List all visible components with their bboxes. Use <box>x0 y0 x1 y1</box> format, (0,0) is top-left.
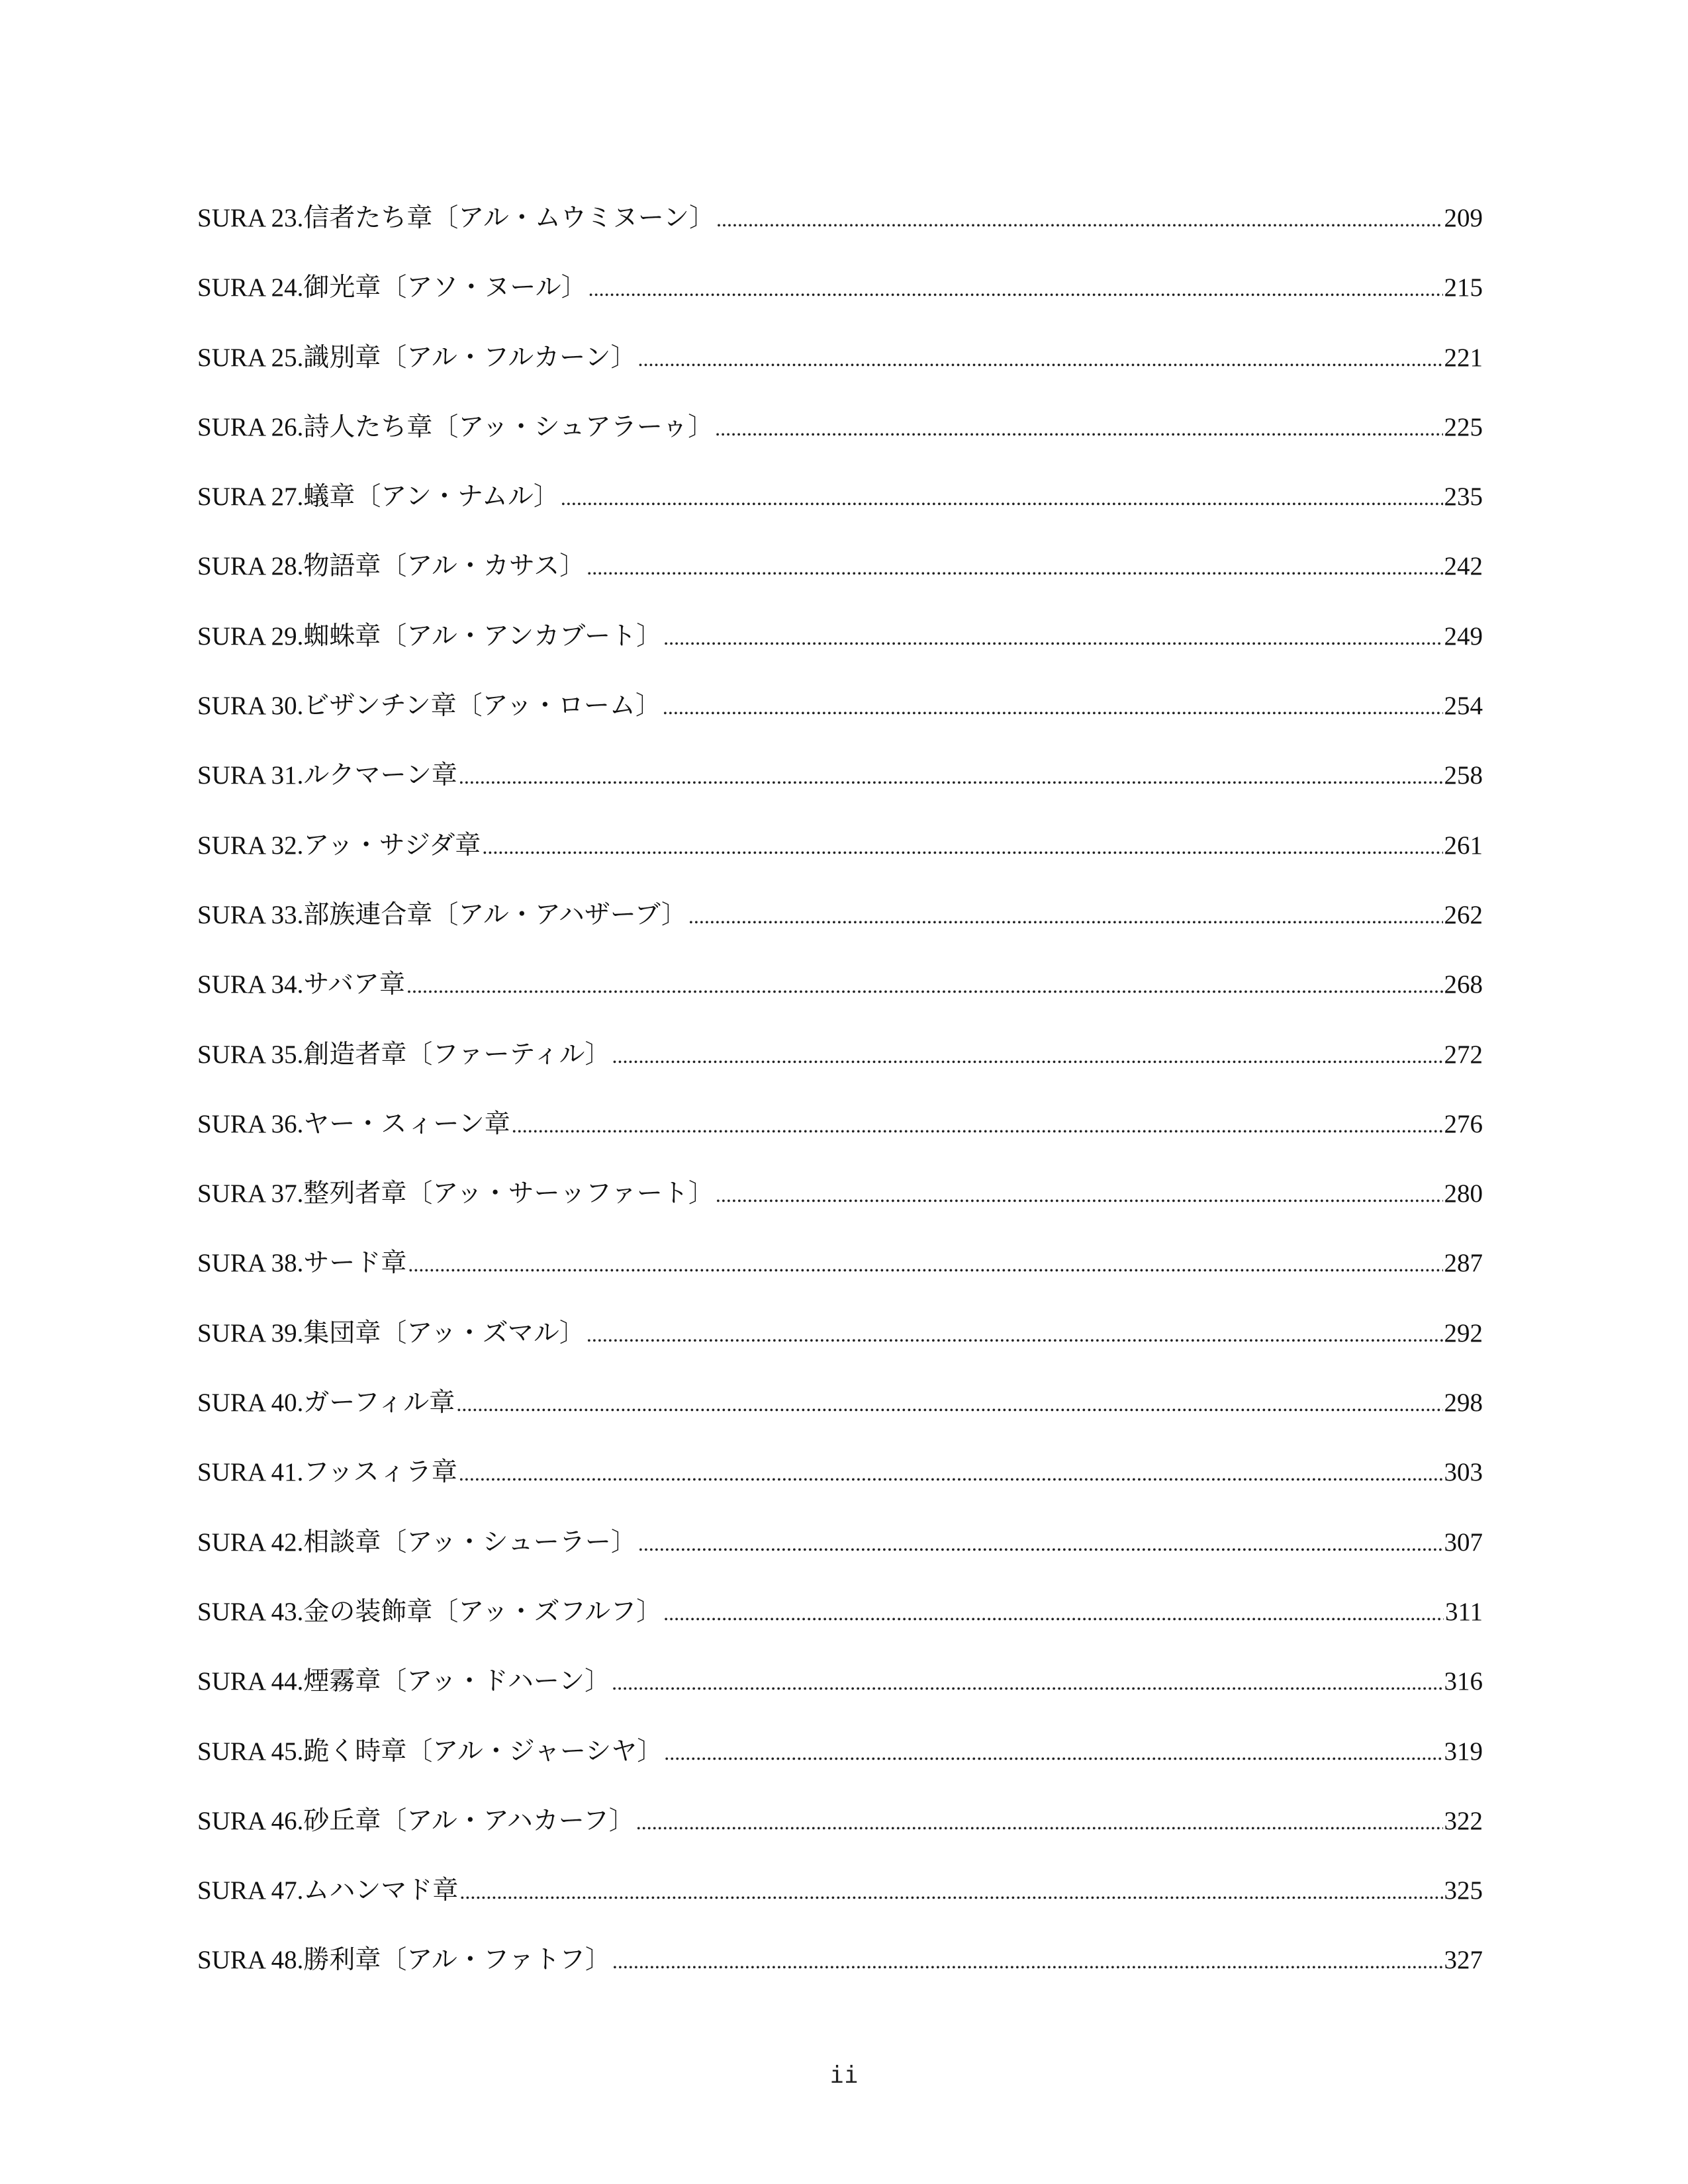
toc-entry-label: SURA 42.相談章〔アッ・シューラー〕 <box>197 1527 637 1557</box>
toc-entry-label: SURA 41.フッスィラ章 <box>197 1458 457 1487</box>
toc-entry[interactable] <box>197 965 1483 1034</box>
toc-entry-page: 221 <box>1444 343 1483 372</box>
toc-entry[interactable] <box>197 477 1483 547</box>
toc-entry-page: 268 <box>1444 970 1483 999</box>
toc-entry-page: 287 <box>1444 1249 1483 1278</box>
toc-entry-label: SURA 31.ルクマーン章 <box>197 761 457 790</box>
dot-leader <box>715 408 1442 448</box>
toc-entry-label: SURA 47.ムハンマド章 <box>197 1876 459 1905</box>
toc-entry-page: 325 <box>1444 1876 1483 1905</box>
dot-leader <box>459 1872 1442 1911</box>
toc-entry-page: 298 <box>1444 1388 1483 1418</box>
dot-leader <box>664 1733 1442 1772</box>
toc-entry-page: 254 <box>1444 692 1483 721</box>
toc-entry[interactable] <box>197 1871 1483 1940</box>
toc-entry-label: SURA 30.ビザンチン章〔アッ・ローム〕 <box>197 692 661 721</box>
toc-entry[interactable] <box>197 199 1483 268</box>
toc-entry-page: 249 <box>1444 621 1483 651</box>
toc-entry[interactable] <box>197 268 1483 338</box>
dot-leader <box>459 1453 1443 1493</box>
toc-entry-page: 276 <box>1444 1109 1483 1138</box>
dot-leader <box>588 269 1443 308</box>
dot-leader <box>688 896 1443 936</box>
toc-entry-label: SURA 25.識別章〔アル・フルカーン〕 <box>197 343 637 372</box>
toc-entry-page: 319 <box>1444 1737 1483 1766</box>
toc-entry-label: SURA 35.創造者章〔ファーティル〕 <box>197 1040 611 1069</box>
toc-entry[interactable] <box>197 1174 1483 1244</box>
dot-leader <box>586 1314 1443 1354</box>
toc-entry[interactable] <box>197 1940 1483 2010</box>
toc-entry-label: SURA 43.金の装飾章〔アッ・ズフルフ〕 <box>197 1597 663 1626</box>
toc-entry-label: SURA 27.蟻章〔アン・ナムル〕 <box>197 482 559 512</box>
toc-entry-label: SURA 45.跪く時章〔アル・ジャーシヤ〕 <box>197 1737 663 1766</box>
toc-entry-page: 280 <box>1444 1179 1483 1208</box>
dot-leader <box>716 199 1442 239</box>
dot-leader <box>586 547 1442 587</box>
toc-entry-label: SURA 46.砂丘章〔アル・アハカーフ〕 <box>197 1806 635 1835</box>
toc-entry-page: 292 <box>1444 1318 1483 1347</box>
toc-entry[interactable] <box>197 826 1483 895</box>
toc-entry-page: 316 <box>1444 1667 1483 1696</box>
toc-entry-label: SURA 23.信者たち章〔アル・ムウミヌーン〕 <box>197 204 716 232</box>
toc-entry-page: 242 <box>1444 552 1483 581</box>
toc-entry[interactable] <box>197 1801 1483 1871</box>
toc-entry-page: 261 <box>1444 831 1483 860</box>
toc-entry[interactable] <box>197 1383 1483 1453</box>
toc-entry-label: SURA 37.整列者章〔アッ・サーッファート〕 <box>197 1179 714 1208</box>
toc-entry[interactable] <box>197 547 1483 616</box>
toc-entry-label: SURA 28.物語章〔アル・カサス〕 <box>197 552 586 581</box>
table-of-contents <box>197 199 1483 2011</box>
toc-entry-page: 235 <box>1444 482 1483 512</box>
toc-entry[interactable] <box>197 1314 1483 1383</box>
dot-leader <box>408 1244 1442 1284</box>
dot-leader <box>638 1524 1443 1563</box>
dot-leader <box>482 827 1442 866</box>
toc-entry-page: 327 <box>1444 1946 1483 1975</box>
dot-leader <box>637 339 1442 379</box>
toc-entry-label: SURA 44.煙霧章〔アッ・ドハーン〕 <box>197 1667 611 1696</box>
toc-entry[interactable] <box>197 686 1483 756</box>
toc-entry[interactable] <box>197 408 1483 477</box>
toc-entry-label: SURA 32.アッ・サジダ章 <box>197 831 481 860</box>
toc-entry-label: SURA 26.詩人たち章〔アッ・シュアラーゥ〕 <box>197 412 714 441</box>
toc-entry-label: SURA 39.集団章〔アッ・ズマル〕 <box>197 1318 585 1347</box>
toc-entry[interactable] <box>197 338 1483 408</box>
dot-leader <box>612 1036 1442 1075</box>
toc-entry[interactable] <box>197 756 1483 825</box>
toc-entry-page: 262 <box>1444 900 1483 929</box>
toc-entry[interactable] <box>197 1105 1483 1174</box>
toc-entry-label: SURA 24.御光章〔アソ・ヌール〕 <box>197 273 587 302</box>
toc-entry[interactable] <box>197 1592 1483 1662</box>
dot-leader <box>406 966 1442 1005</box>
toc-entry[interactable] <box>197 1244 1483 1313</box>
toc-entry-page: 303 <box>1444 1458 1483 1487</box>
dot-leader <box>561 478 1443 518</box>
toc-entry-page: 311 <box>1444 1597 1483 1626</box>
toc-entry-page: 209 <box>1444 204 1483 232</box>
dot-leader <box>456 1384 1442 1424</box>
dot-leader <box>612 1941 1443 1981</box>
toc-entry-page: 272 <box>1444 1040 1483 1069</box>
toc-entry-label: SURA 38.サード章 <box>197 1249 407 1278</box>
toc-entry-label: SURA 29.蜘蛛章〔アル・アンカブート〕 <box>197 621 663 651</box>
dot-leader <box>459 756 1443 796</box>
toc-entry-page: 215 <box>1444 273 1483 302</box>
toc-entry-page: 322 <box>1444 1806 1483 1835</box>
toc-entry-label: SURA 34.サバア章 <box>197 970 406 999</box>
toc-entry[interactable] <box>197 1453 1483 1522</box>
toc-entry[interactable] <box>197 1523 1483 1592</box>
toc-entry[interactable] <box>197 1035 1483 1105</box>
dot-leader <box>512 1105 1443 1145</box>
toc-entry-page: 258 <box>1444 761 1483 790</box>
toc-entry[interactable] <box>197 1732 1483 1801</box>
dot-leader <box>663 687 1443 727</box>
page-number: ii <box>829 2062 859 2089</box>
toc-entry-label: SURA 36.ヤー・スィーン章 <box>197 1109 510 1138</box>
dot-leader <box>663 617 1442 657</box>
toc-entry-page: 307 <box>1444 1527 1483 1557</box>
toc-entry-page: 225 <box>1444 412 1483 441</box>
toc-entry[interactable] <box>197 895 1483 965</box>
toc-entry[interactable] <box>197 617 1483 686</box>
dot-leader <box>636 1802 1443 1842</box>
dot-leader <box>716 1175 1443 1214</box>
dot-leader <box>663 1593 1444 1633</box>
dot-leader <box>612 1662 1442 1702</box>
toc-entry[interactable] <box>197 1662 1483 1731</box>
toc-entry-label: SURA 48.勝利章〔アル・ファトフ〕 <box>197 1946 611 1975</box>
toc-entry-label: SURA 33.部族連合章〔アル・アハザーブ〕 <box>197 900 687 929</box>
toc-entry-label: SURA 40.ガーフィル章 <box>197 1388 455 1418</box>
